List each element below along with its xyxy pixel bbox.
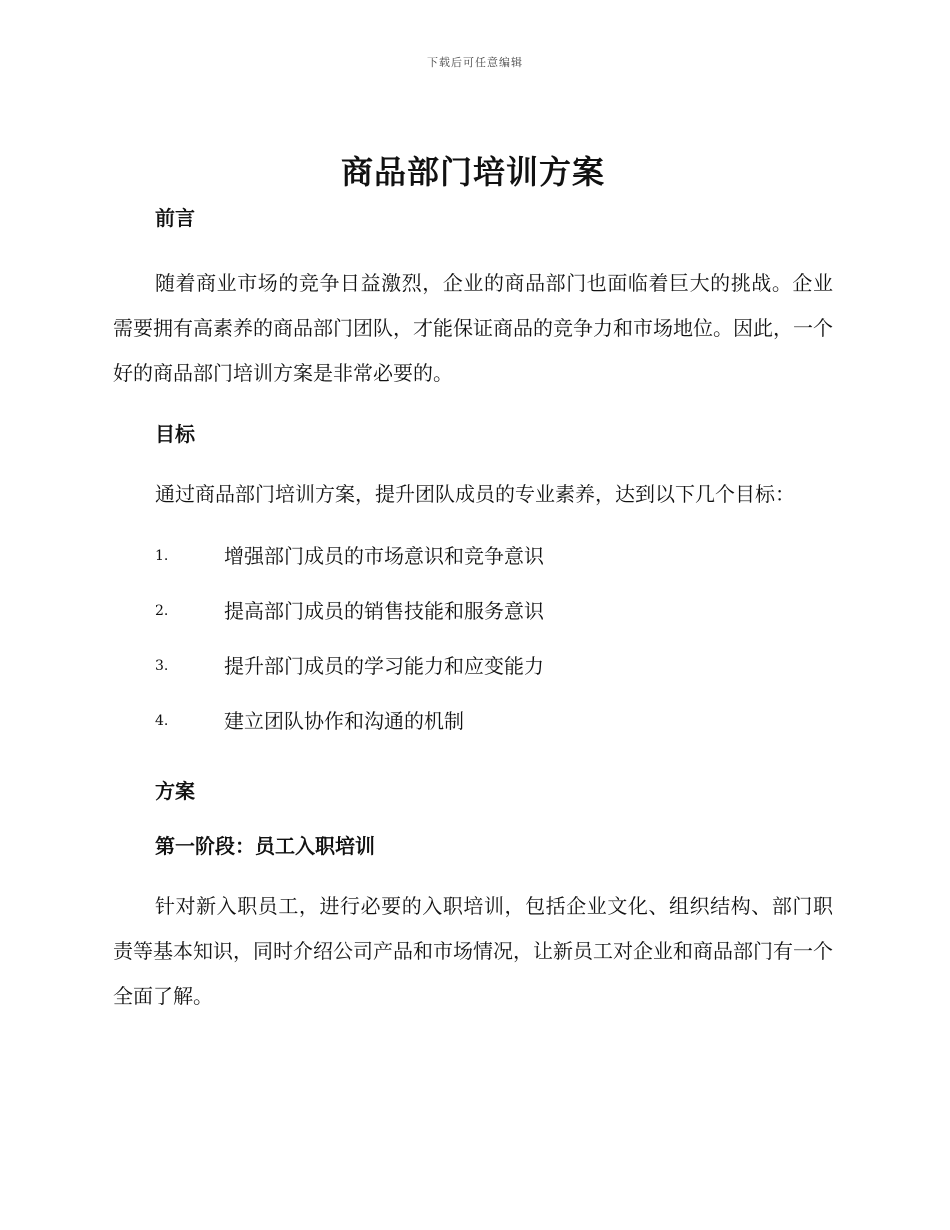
goal-list (113, 529, 833, 749)
list-item (113, 639, 833, 694)
section-heading-goal: 目标 (155, 422, 195, 446)
header-note: 下载后可任意编辑 (427, 56, 523, 69)
list-item-number: 2. (155, 603, 169, 619)
section-heading-intro: 前言 (155, 206, 195, 230)
document-title: 商品部门培训方案 (340, 153, 605, 191)
list-item (113, 584, 833, 639)
list-item-number: 4. (155, 713, 169, 729)
goal-paragraph: 通过商品部门培训方案，提升团队成员的专业素养，达到以下几个目标： (155, 482, 795, 506)
section-heading-plan: 方案 (155, 779, 195, 803)
list-item-text: 建立团队协作和沟通的机制 (224, 709, 464, 733)
list-item-text: 提高部门成员的销售技能和服务意识 (224, 599, 544, 623)
list-item-text: 提升部门成员的学习能力和应变能力 (224, 654, 544, 678)
list-item (113, 529, 833, 584)
list-item-number: 1. (155, 548, 169, 564)
document-body (113, 148, 833, 1019)
list-item (113, 694, 833, 749)
intro-paragraph: 随着商业市场的竞争日益激烈，企业的商品部门也面临着巨大的挑战。企业需要拥有高素养的商品部门团队，才能保证商品的竞争力和市场地位。因此，一个好的商品部门培训方案是非常必要的。 (113, 271, 833, 385)
subsection-heading-phase1: 第一阶段：员工入职培训 (155, 834, 375, 858)
phase1-paragraph: 针对新入职员工，进行必要的入职培训，包括企业文化、组织结构、部门职责等基本知识，同时介绍公司产品和市场情况，让新员工对企业和商品部门有一个全面了解。 (113, 894, 833, 1008)
list-item-number: 3. (155, 658, 169, 674)
list-item-text: 增强部门成员的市场意识和竞争意识 (224, 544, 544, 568)
